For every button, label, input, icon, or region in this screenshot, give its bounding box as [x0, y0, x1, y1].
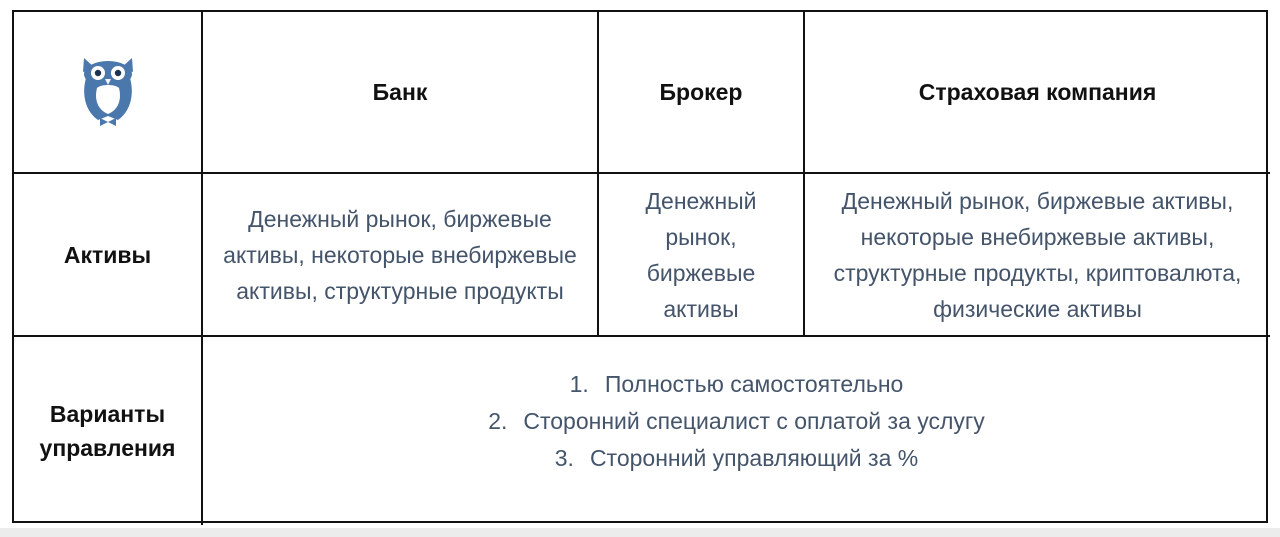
- column-header-insurance: Страховая компания: [804, 12, 1270, 173]
- bottom-divider: [0, 528, 1280, 537]
- column-header-broker: Брокер: [598, 12, 804, 173]
- assets-cell-bank: Денежный рынок, биржевые активы, некоторые внебиржевые активы, структурные продукты: [202, 173, 598, 336]
- list-item: [488, 366, 985, 403]
- management-options-list: [488, 366, 985, 477]
- column-header-bank: Банк: [202, 12, 598, 173]
- row-label-management: Варианты управления: [14, 336, 202, 525]
- list-item: [488, 403, 985, 440]
- comparison-table: [12, 10, 1268, 523]
- management-row: [14, 336, 1270, 525]
- list-item-text: Сторонний специалист с оплатой за услугу: [523, 407, 985, 434]
- list-item: [488, 440, 985, 477]
- list-item-text: Полностью самостоятельно: [604, 370, 904, 397]
- row-label-assets: Активы: [14, 173, 202, 336]
- header-row: [14, 12, 1270, 173]
- logo-cell: [14, 12, 202, 173]
- owl-icon: [78, 52, 138, 128]
- assets-cell-broker: Денежный рынок, биржевые активы: [598, 173, 804, 336]
- list-item-number: 3.: [554, 444, 574, 471]
- list-item-text: Сторонний управляющий за %: [589, 444, 919, 471]
- assets-cell-insurance: Денежный рынок, биржевые активы, некоторые внебиржевые активы, структурные продукты, криптовалюта, физические активы: [804, 173, 1270, 336]
- list-item-number: 2.: [488, 407, 508, 434]
- assets-row: [14, 173, 1270, 336]
- management-options-cell: [202, 336, 1270, 525]
- list-item-number: 1.: [569, 370, 589, 397]
- comparison-grid: [14, 12, 1270, 525]
